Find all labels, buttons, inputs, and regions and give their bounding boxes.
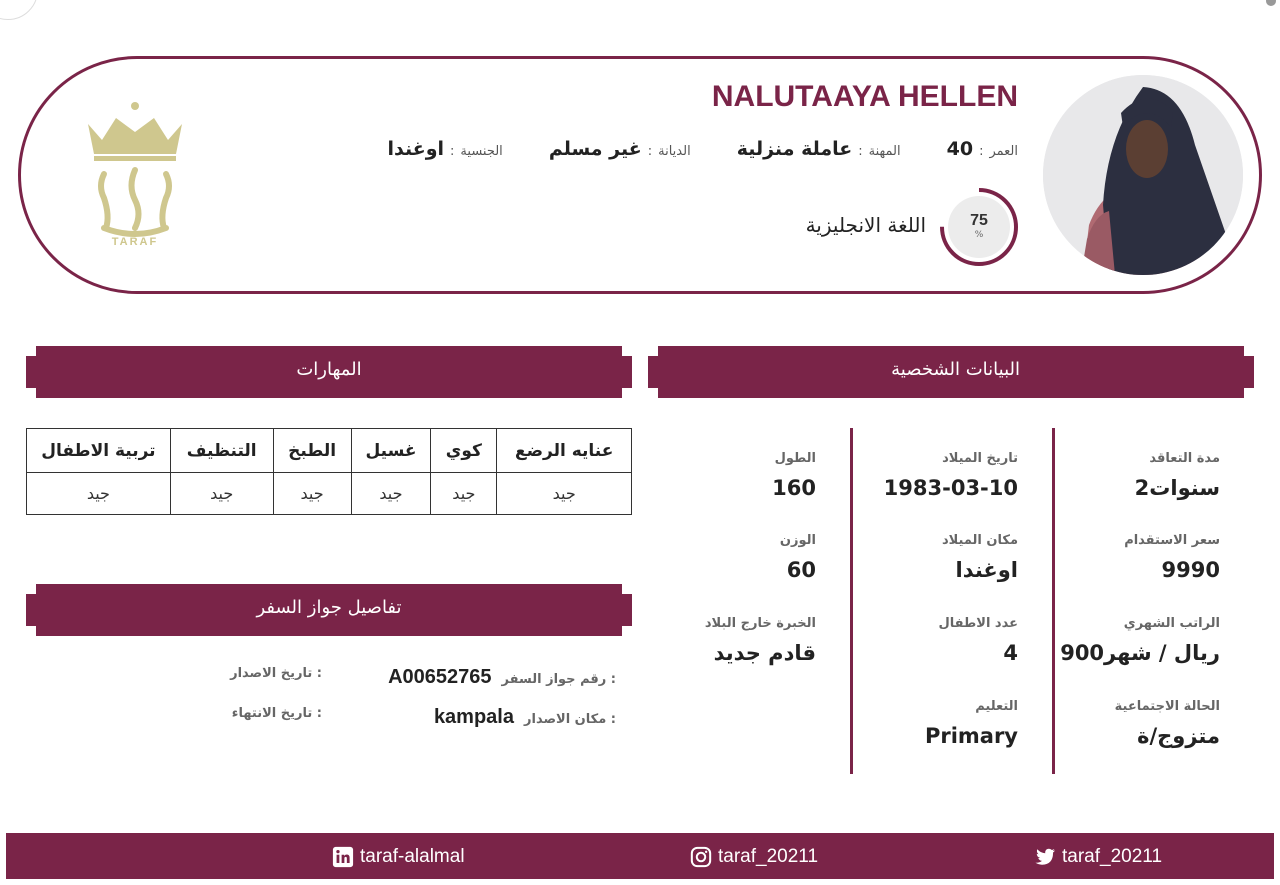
age-label: العمر [989, 144, 1018, 159]
experience-abroad-value: قادم جديد [713, 641, 816, 665]
monthly-salary-value: 900ريال / شهر [1060, 641, 1220, 665]
skills-title: المهارات [296, 359, 362, 380]
children-value: 4 [1003, 641, 1018, 665]
contract-duration-value: 2سنوات [1134, 476, 1220, 500]
children-field [939, 616, 1019, 665]
profession-value: عاملة منزلية [736, 138, 853, 160]
children-label: عدد الاطفال [938, 616, 1018, 631]
profession-field [737, 138, 901, 160]
education-value: Primary [924, 724, 1018, 748]
skill-header: كوي [431, 429, 497, 473]
passport-number-field [388, 666, 616, 689]
contract-duration-field [1135, 451, 1220, 500]
weight-label: الوزن [779, 533, 816, 548]
corner-decoration [0, 0, 38, 20]
worker-name: NALUTAAYA HELLEN [711, 80, 1018, 113]
religion-value: غير مسلم [548, 138, 642, 160]
recruitment-price-label: سعر الاستقدام [1124, 533, 1220, 548]
nationality-label: الجنسية [460, 144, 503, 159]
skill-rating: جيد [431, 473, 497, 515]
issue-place-value: kampala [433, 706, 514, 728]
skills-table [26, 428, 632, 515]
marital-status-label: الحالة الاجتماعية [1114, 699, 1220, 714]
instagram-handle: taraf_20211 [718, 846, 819, 867]
twitter-link[interactable] [1034, 846, 1162, 868]
skills-banner [26, 346, 632, 398]
monthly-salary-label: الراتب الشهري [1123, 616, 1220, 631]
weight-field [780, 533, 816, 582]
column-divider [1052, 428, 1055, 774]
birth-date-value: 1983-03-10 [883, 476, 1018, 500]
separator: : [450, 144, 455, 159]
recruitment-price-field [1124, 533, 1220, 582]
passport-number-label: رقم جواز السفر : [501, 672, 616, 687]
profile-info-row [387, 138, 1018, 160]
personal-data-title: البيانات الشخصية [891, 359, 1020, 380]
skills-header-row [27, 429, 632, 473]
skill-header: تربية الاطفال [27, 429, 171, 473]
nationality-value: اوغندا [387, 138, 445, 160]
marital-status-field [1115, 699, 1220, 748]
monthly-salary-field [1060, 616, 1220, 665]
age-field [947, 138, 1018, 160]
religion-field [549, 138, 691, 160]
education-field [925, 699, 1018, 748]
expiry-date-label: تاريخ الانتهاء : [231, 706, 322, 721]
contract-duration-label: مدة التعاقد [1149, 451, 1220, 466]
passport-number-value: A00652765 [388, 666, 492, 688]
issue-date-label: تاريخ الاصدار : [230, 666, 322, 681]
birth-place-label: مكان الميلاد [941, 533, 1018, 548]
skill-header: عنايه الرضع [497, 429, 632, 473]
taraf-logo [80, 100, 190, 248]
separator: : [647, 144, 653, 159]
skill-header: الطبخ [273, 429, 351, 473]
scroll-indicator [1266, 0, 1276, 6]
profile-photo [1043, 75, 1243, 275]
recruitment-price-value: 9990 [1161, 558, 1220, 582]
profession-label: المهنة [868, 144, 901, 159]
expiry-date-field [222, 706, 322, 721]
skill-rating: جيد [170, 473, 273, 515]
skill-rating: جيد [351, 473, 431, 515]
marital-status-value: متزوج/ة [1137, 724, 1220, 748]
twitter-icon [1034, 846, 1056, 868]
twitter-handle: taraf_20211 [1062, 846, 1163, 867]
birth-place-value: اوغندا [955, 558, 1018, 582]
height-field [772, 451, 816, 500]
skills-rating-row [27, 473, 632, 515]
skill-rating: جيد [273, 473, 351, 515]
column-divider [850, 428, 853, 774]
issue-place-label: مكان الاصدار : [524, 712, 616, 727]
footer-bar [6, 833, 1274, 879]
instagram-icon [690, 846, 712, 868]
birth-date-label: تاريخ الميلاد [942, 451, 1018, 466]
skill-header: التنظيف [170, 429, 273, 473]
birth-date-field [884, 451, 1018, 500]
issue-place-field [434, 706, 616, 729]
personal-data-banner [648, 346, 1254, 398]
logo-text: TARAF [111, 236, 159, 248]
skill-rating: جيد [497, 473, 632, 515]
issue-date-field [220, 666, 322, 681]
language-percent-symbol: % [974, 230, 984, 240]
passport-title: تفاصيل جواز السفر [256, 597, 402, 618]
skill-header: غسيل [351, 429, 431, 473]
education-label: التعليم [975, 699, 1018, 714]
nationality-field [387, 138, 502, 160]
height-label: الطول [774, 451, 816, 466]
separator: : [858, 144, 863, 159]
linkedin-link[interactable] [332, 846, 465, 868]
linkedin-handle: taraf-alalmal [360, 846, 465, 867]
language-percent: 75 [970, 212, 988, 229]
skill-rating: جيد [27, 473, 171, 515]
language-name: اللغة الانجليزية [805, 213, 926, 237]
height-value: 160 [772, 476, 816, 500]
age-value: 40 [946, 138, 974, 160]
instagram-link[interactable] [690, 846, 818, 868]
linkedin-icon [332, 846, 354, 868]
weight-value: 60 [786, 558, 816, 582]
birth-place-field [942, 533, 1018, 582]
experience-abroad-field [705, 616, 816, 665]
experience-abroad-label: الخبرة خارج البلاد [704, 616, 816, 631]
separator: : [979, 144, 984, 159]
passport-banner [26, 584, 632, 636]
religion-label: الديانة [658, 144, 691, 159]
